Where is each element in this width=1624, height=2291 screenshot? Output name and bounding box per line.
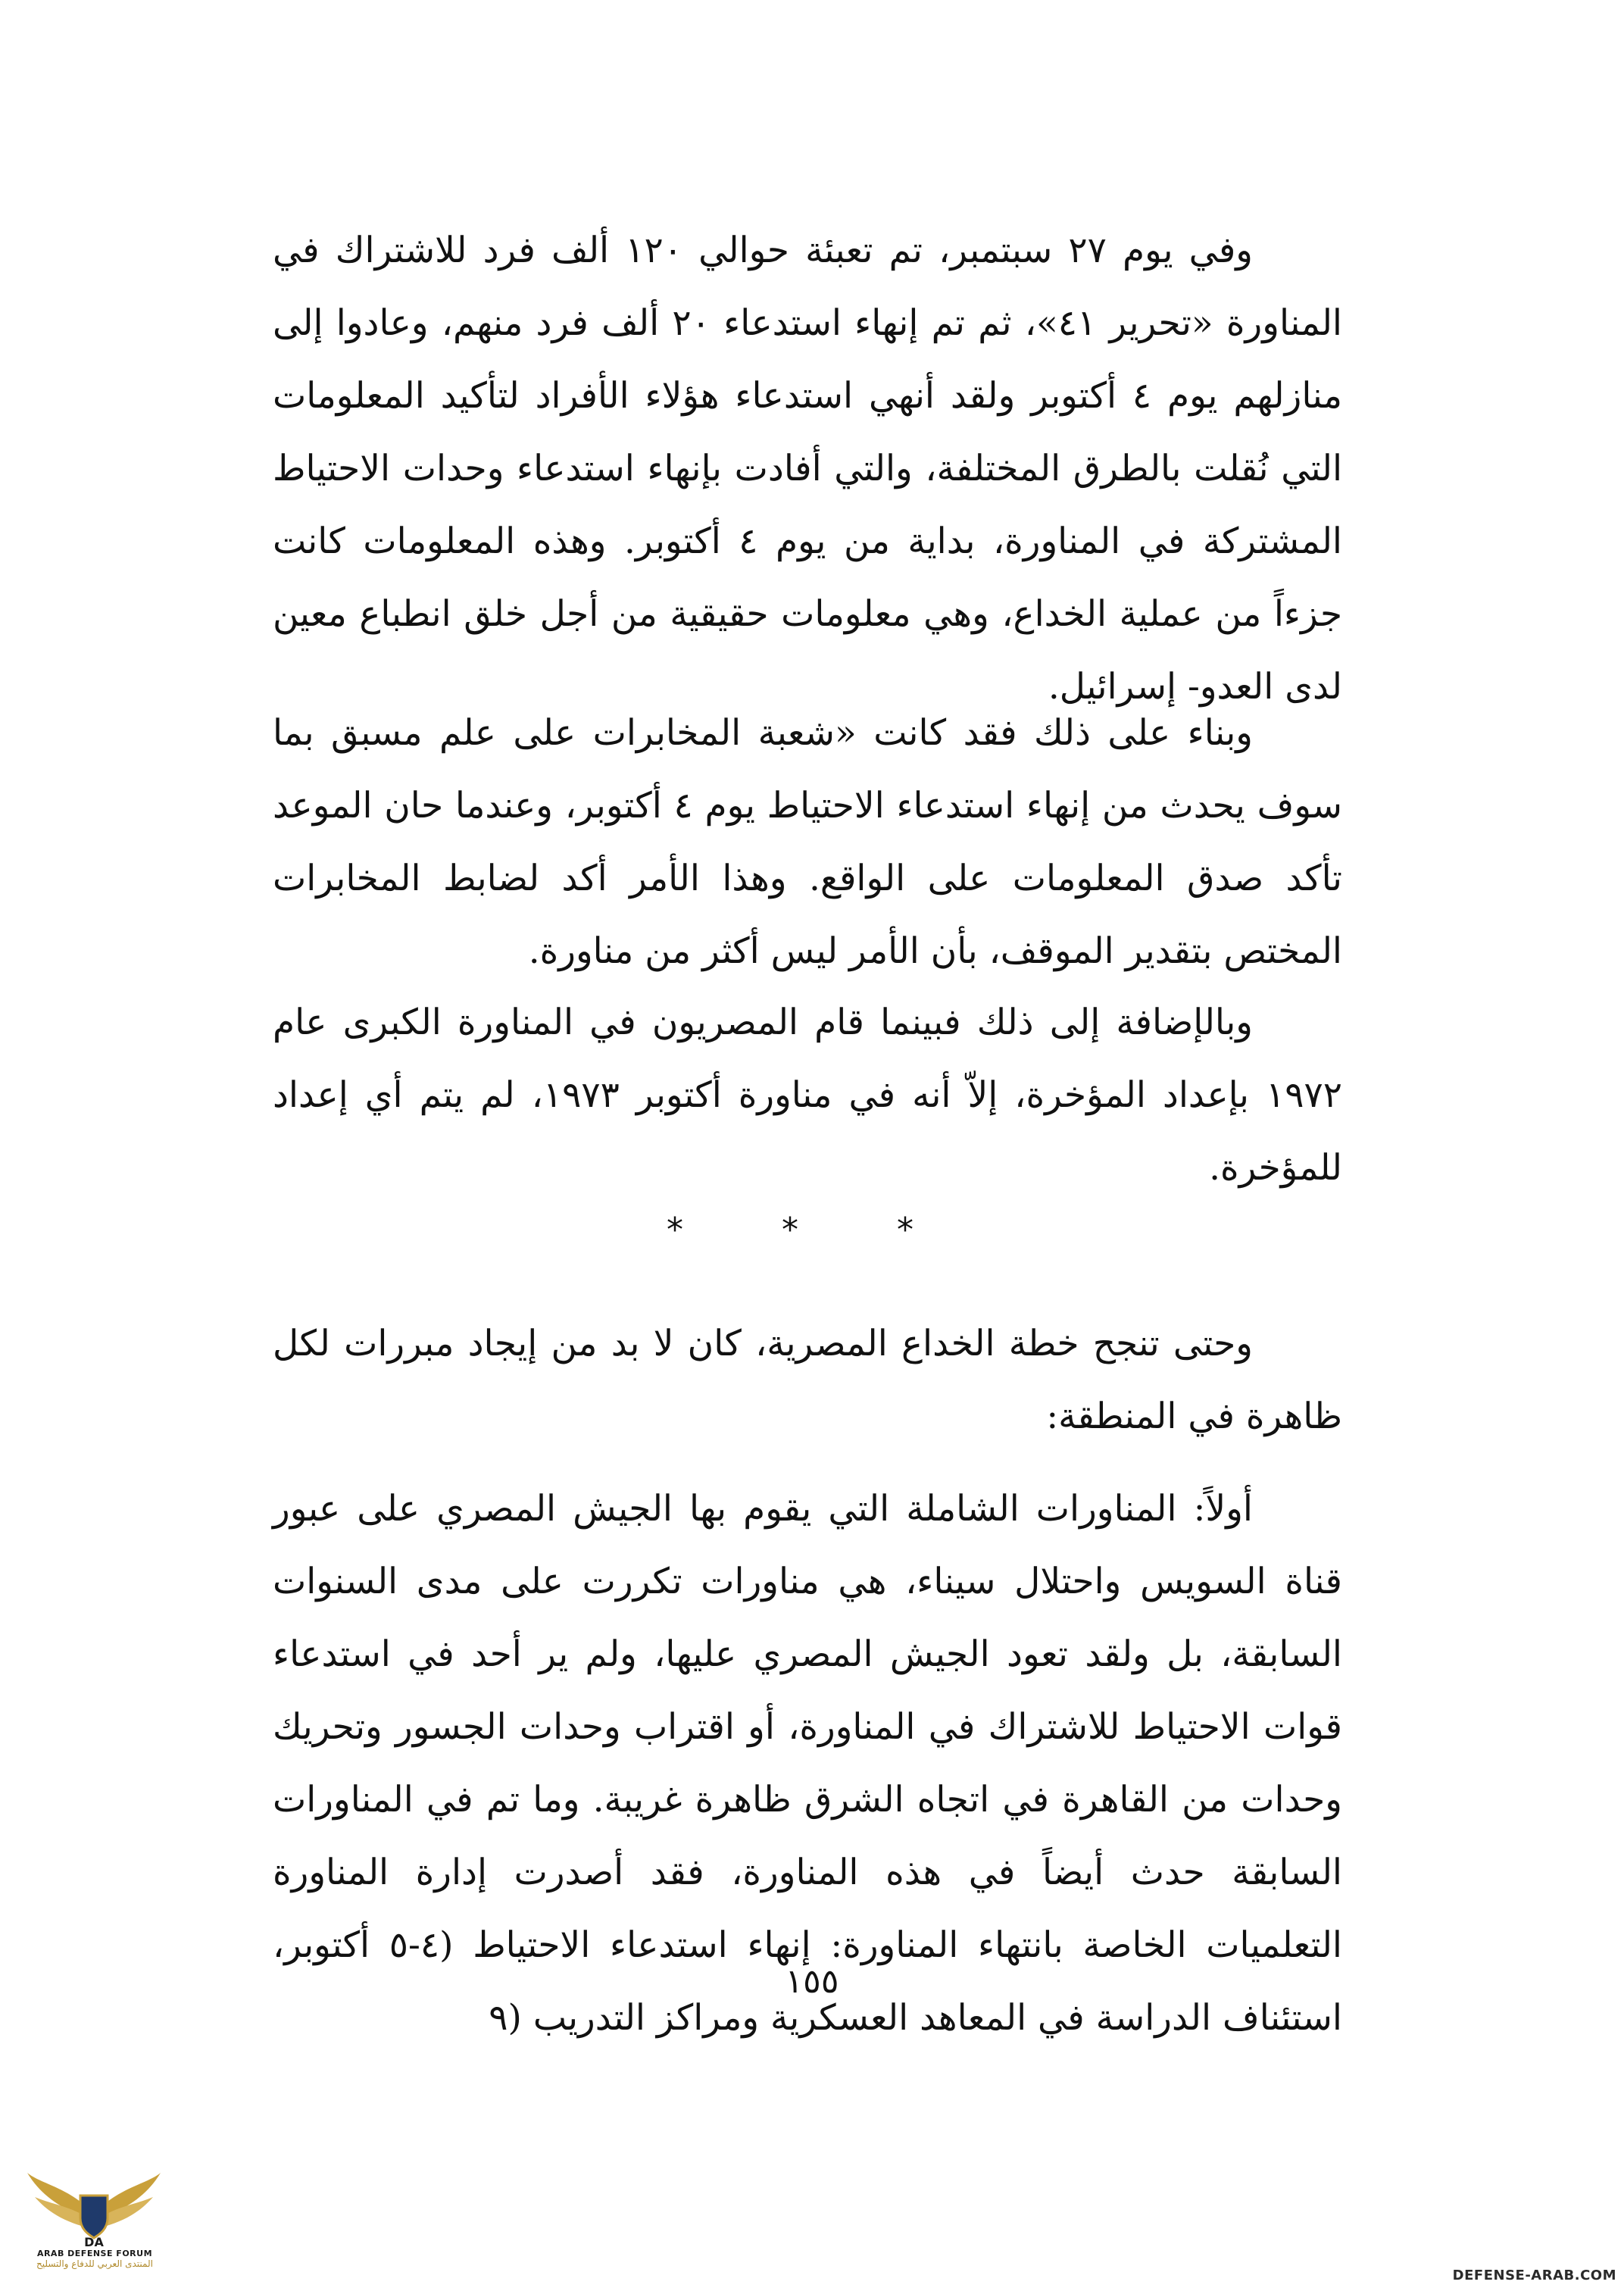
paragraph-5-text: أولاً: المناورات الشاملة التي يقوم بها الجيش المصري على عبور قناة السويس واحتلال سيناء، هي مناورات تكررت على مدى السنوات السابقة، بل ولقد تعود الجيش المصري عليها، ولم ير أحد في استدعاء قوات الاحتياط للاشتراك في المناورة، أو اقتراب وحدات الجسور وتحريك وحدات من القاهرة في اتجاه الشرق ظاهرة غريبة. وما تم في المناورات السابقة حدث أيضاً في هذه المناورة، فقد أصدرت إدارة المناورة التعلميات الخاصة بانتهاء المناورة: إنهاء استدعاء الاحتياط (٤-٥ أكتوبر، استئناف الدراسة في المعاهد العسكرية ومراكز التدريب (٩ <box>273 1488 1342 2039</box>
site-watermark: DEFENSE-ARAB.COM <box>1452 2268 1616 2283</box>
logo-caption-english: ARAB DEFENSE FORUM <box>36 2249 153 2258</box>
paragraph-1-text: وفي يوم ٢٧ سبتمبر، تم تعبئة حوالي ١٢٠ ألف فرد للاشتراك في المناورة «تحرير ٤١»، ثم تم إنهاء استدعاء ٢٠ ألف فرد منهم، وعادوا إلى منازلهم يوم ٤ أكتوبر ولقد أنهي استدعاء هؤلاء الأفراد لتأكيد المعلومات التي نُقلت بالطرق المختلفة، والتي أفادت بإنهاء استدعاء وحدات الاحتياط المشتركة في المناورة، بداية من يوم ٤ أكتوبر. وهذه المعلومات كانت جزءاً من عملية الخداع، وهي معلومات حقيقية من أجل خلق انطباع معين لدى العدو- إسرائيل. <box>273 230 1342 708</box>
paragraph-2-text: وبناء على ذلك فقد كانت «شعبة المخابرات على علم مسبق بما سوف يحدث من إنهاء استدعاء الاحتياط يوم ٤ أكتوبر، وعندما حان الموعد تأكد صدق المعلومات على الواقع. وهذا الأمر أكد لضابط المخابرات المختص بتقدير الموقف، بأن الأمر ليس أكثر من مناورة. <box>273 712 1342 972</box>
paragraph-1 <box>273 214 1342 724</box>
page-number: ١٥٥ <box>785 1962 839 2001</box>
paragraph-2 <box>273 697 1342 988</box>
logo-caption-arabic: المنتدى العربي للدفاع والتسليح <box>36 2258 153 2269</box>
logo-caption <box>23 2249 167 2269</box>
logo-initials: DA <box>84 2235 104 2249</box>
paragraph-4-text: وحتى تنجح خطة الخداع المصرية، كان لا بد من إيجاد مبررات لكل ظاهرة في المنطقة: <box>273 1323 1342 1437</box>
paragraph-3 <box>273 986 1342 1205</box>
section-separator: * * * <box>667 1211 957 1249</box>
paragraph-3-text: وبالإضافة إلى ذلك فبينما قام المصريون في المناورة الكبرى عام ١٩٧٢ بإعداد المؤخرة، إلاّ أنه في مناورة أكتوبر ١٩٧٣، لم يتم أي إعداد للمؤخرة. <box>273 1002 1342 1189</box>
paragraph-4 <box>273 1308 1342 1453</box>
